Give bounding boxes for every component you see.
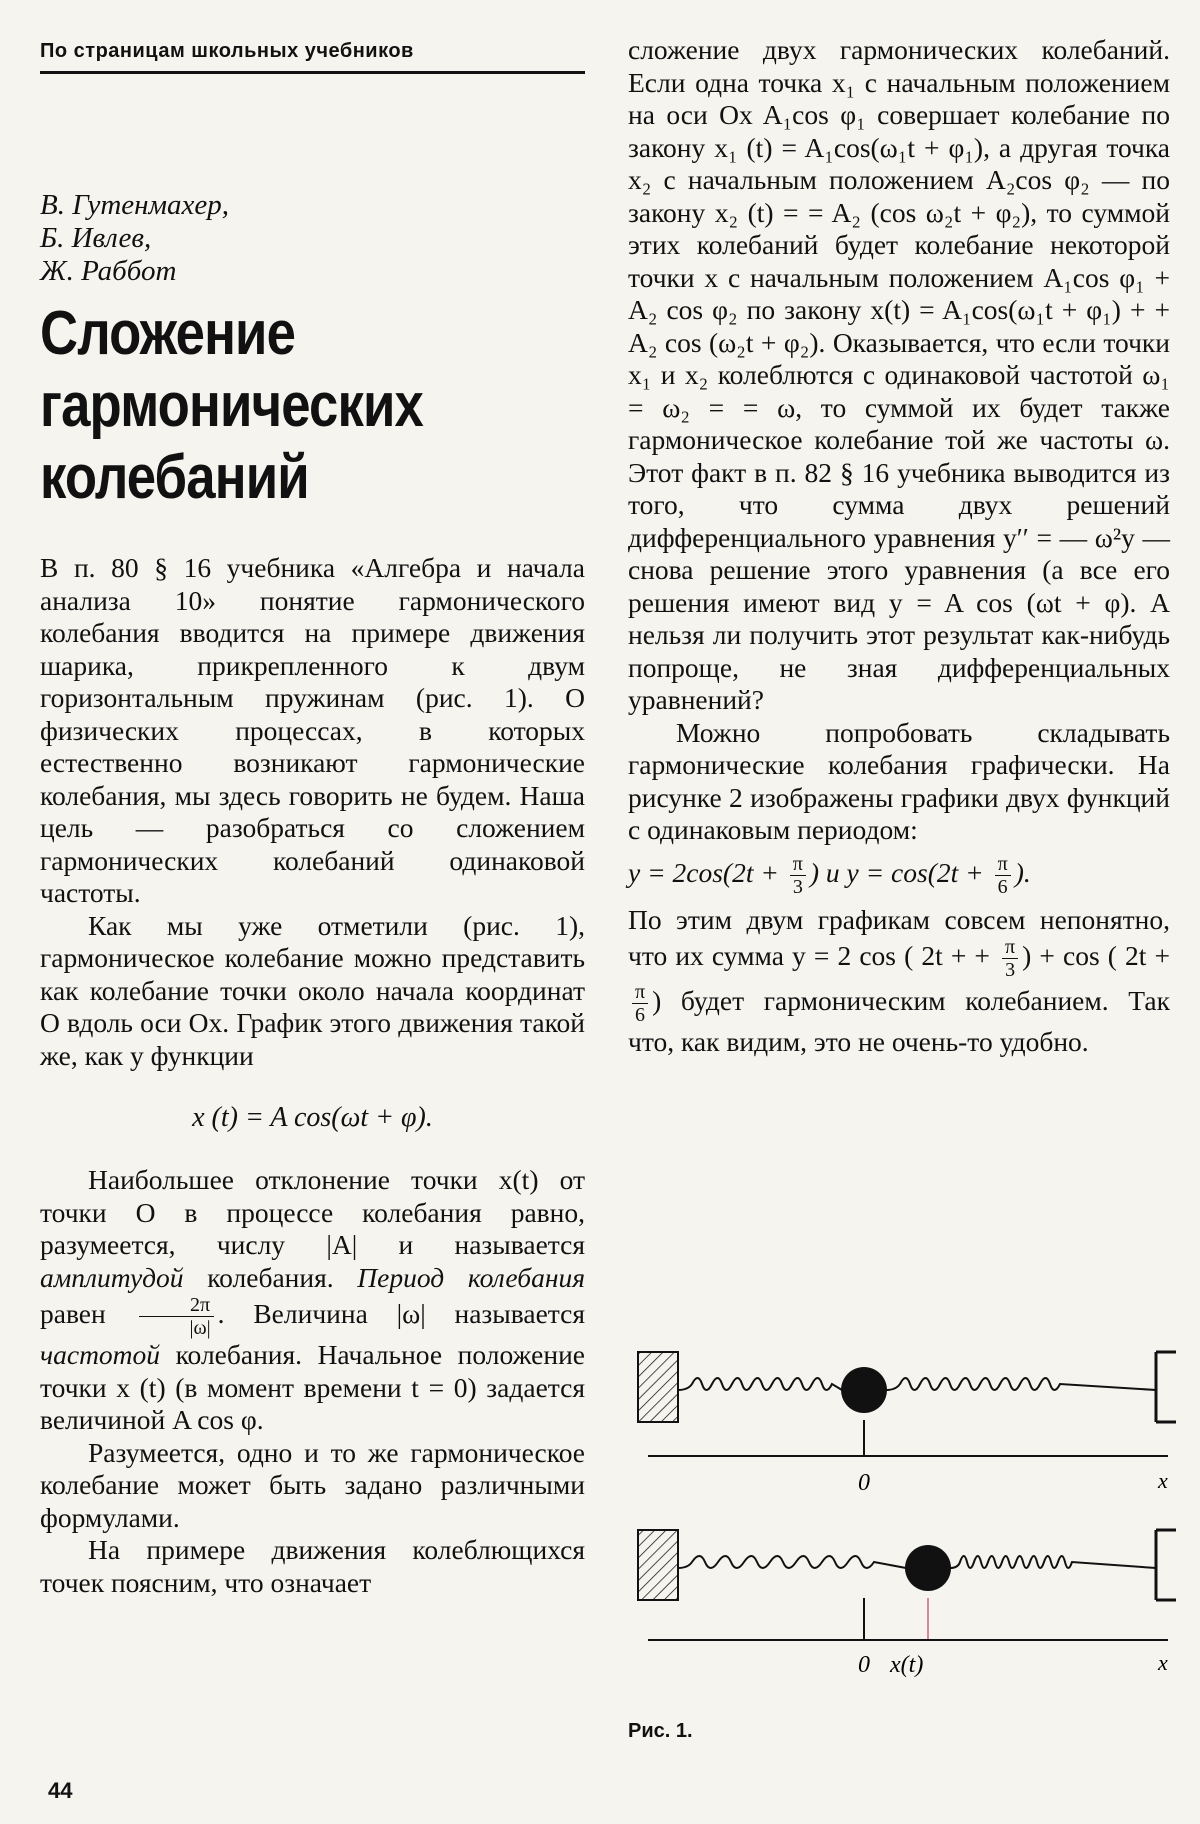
right-wall-top (1156, 1352, 1176, 1422)
authors (40, 189, 585, 288)
title-line-2: гармонических (40, 371, 424, 440)
formula-harmonic: x (t) = A cos(ωt + φ). (192, 1102, 433, 1133)
fraction-pi-3 (790, 853, 806, 898)
fraction-denominator: 6 (997, 875, 1008, 898)
paragraph-graphical: Можно попробовать складывать гармонические колебания графически. На рисунке 2 изображены графики двух функций с одинаковым периодом: (628, 716, 1170, 845)
text-segment: колебания. (183, 1261, 358, 1293)
text-segment: y = 2cos(2t + (628, 856, 786, 888)
fraction-denominator: 3 (792, 875, 803, 898)
paragraph-oscillation: Как мы уже отметили (рис. 1), гармоническое колебание можно представить как колебание точки около начала координат O вдоль оси Ox. График этого движения такой же, как у функции (40, 909, 585, 1071)
figure-caption: Рис. 1. (628, 1720, 693, 1742)
text-segment: ) и y = cos(2t + (809, 856, 991, 888)
label-x-bottom: x (1158, 1650, 1168, 1675)
left-wall-top (638, 1352, 678, 1422)
fraction-period (139, 1294, 214, 1339)
left-body (40, 552, 585, 1599)
left-column (40, 40, 585, 1599)
title-line-3: колебаний (40, 443, 309, 512)
text-segment: Наибольшее отклонение точки x(t) от точки O в процессе колебания равно, разумеется, числу |A| и называется (40, 1164, 585, 1260)
fraction-numerator: π (995, 853, 1011, 876)
author-2: Б. Ивлев, (40, 222, 152, 254)
ball-top (841, 1367, 887, 1413)
term-frequency: частотой (40, 1339, 161, 1370)
text-segment: ). (1014, 856, 1031, 888)
paragraph-formulas: Разумеется, одно и то же гармоническое колебание может быть задано различными формулами. (40, 1436, 585, 1533)
spring-left-top (678, 1378, 842, 1390)
label-zero-bottom: 0 (858, 1652, 870, 1678)
text-segment: колебания. Начальное положение точки x (t) (в момент времени t = 0) задается величиной A cos φ. (40, 1339, 585, 1435)
label-xt-bottom: x(t) (890, 1652, 924, 1678)
paragraph-intro: В п. 80 § 16 учебника «Алгебра и начала анализа 10» понятие гармонического колебания вводится на примере движения шарика, прикрепленного к двум горизонтальным пружинам (рис. 1). О физических процессах, в которых естественно возникают гармонические колебания, мы здесь говорить не будем. Наша цель — разобраться со сложением гармонических колебаний одинаковой частоты. (40, 552, 585, 908)
title-line-1: Сложение (40, 299, 296, 368)
fraction-numerator: π (632, 981, 648, 1004)
fraction-numerator: π (790, 853, 806, 876)
text-segment: . Величина |ω| называется (217, 1297, 585, 1329)
spring-left-bottom (678, 1556, 906, 1568)
spring-right-bottom (950, 1556, 1156, 1568)
paragraph-amplitude (40, 1164, 585, 1437)
text-segment: ) будет гармоническим колебанием. Так что, как видим, это не очень-то удобно. (628, 984, 1170, 1057)
article-title (40, 298, 584, 514)
figure-springs (628, 1330, 1188, 1750)
text-segment: + (974, 939, 999, 971)
label-zero-top: 0 (858, 1470, 870, 1496)
fraction-denominator: 3 (1005, 959, 1016, 981)
label-x-top: x (1158, 1468, 1168, 1493)
paragraph-conclusion (628, 904, 1170, 1059)
fraction-numerator: π (1002, 936, 1018, 959)
spring-right-top (886, 1378, 1156, 1390)
text-segment: ) + cos ( 2t + (1022, 939, 1170, 971)
fraction-numerator: 2π (139, 1294, 214, 1317)
fraction-pi-3-b (1002, 936, 1018, 981)
formula-two-functions (628, 853, 1170, 898)
right-wall-bottom (1156, 1530, 1176, 1600)
right-column (628, 34, 1170, 1059)
term-amplitude: амплитудой (40, 1261, 184, 1293)
ball-bottom (905, 1545, 951, 1591)
author-3: Ж. Раббот (40, 255, 177, 287)
text-segment: По этим двум графикам совсем непонятно, что их сумма y = 2 cos ( 2t + (628, 903, 1170, 971)
author-1: В. Гутенмахер, (40, 189, 230, 221)
page-number: 44 (48, 1778, 73, 1803)
fraction-pi-6 (995, 853, 1011, 898)
left-wall-bottom (638, 1530, 678, 1600)
fraction-denominator: 6 (635, 1004, 646, 1026)
fraction-pi-6-b (632, 981, 648, 1026)
paragraph-sum: сложение двух гармонических колебаний. Если одна точка x₁ с начальным положением на оси Ox A₁cos φ₁ совершает колебание по закону x₁ (t) = A₁cos(ω₁t + φ₁), а другая точка x₂ с начальным положением A₂cos φ₂ — по закону x₂ (t) = = A₂ (cos ω₂t + φ₂), то суммой этих колебаний будет колебание некоторой точки x с начальным положением A₁cos φ₁ + A₂ cos φ₂ по закону x(t) = A₁cos(ω₁t + φ₁) + + A₂ cos (ω₂t + φ₂). Оказывается, что если точки x₁ и x₂ колеблются с одинаковой частотой ω₁ = ω₂ = = ω, то суммой их будет также гармоническое колебание той же частоты ω. Этот факт в п. 82 § 16 учебника выводится из того, что сумма двух решений дифференциального уравнения y′′ = — ω²y — снова решение этого уравнения (а все его решения имеют вид y = A cos (ωt + φ). А нельзя ли получить этот результат как-нибудь попроще, не зная дифференциальных уравнений? (628, 34, 1170, 715)
fraction-denominator: |ω| (189, 1317, 211, 1339)
text-segment: равен (40, 1297, 135, 1329)
section-header: По страницам школьных учебников (40, 40, 585, 74)
paragraph-example: На примере движения колеблющихся точек поясним, что означает (40, 1534, 585, 1598)
term-period: Период колебания (357, 1261, 585, 1293)
